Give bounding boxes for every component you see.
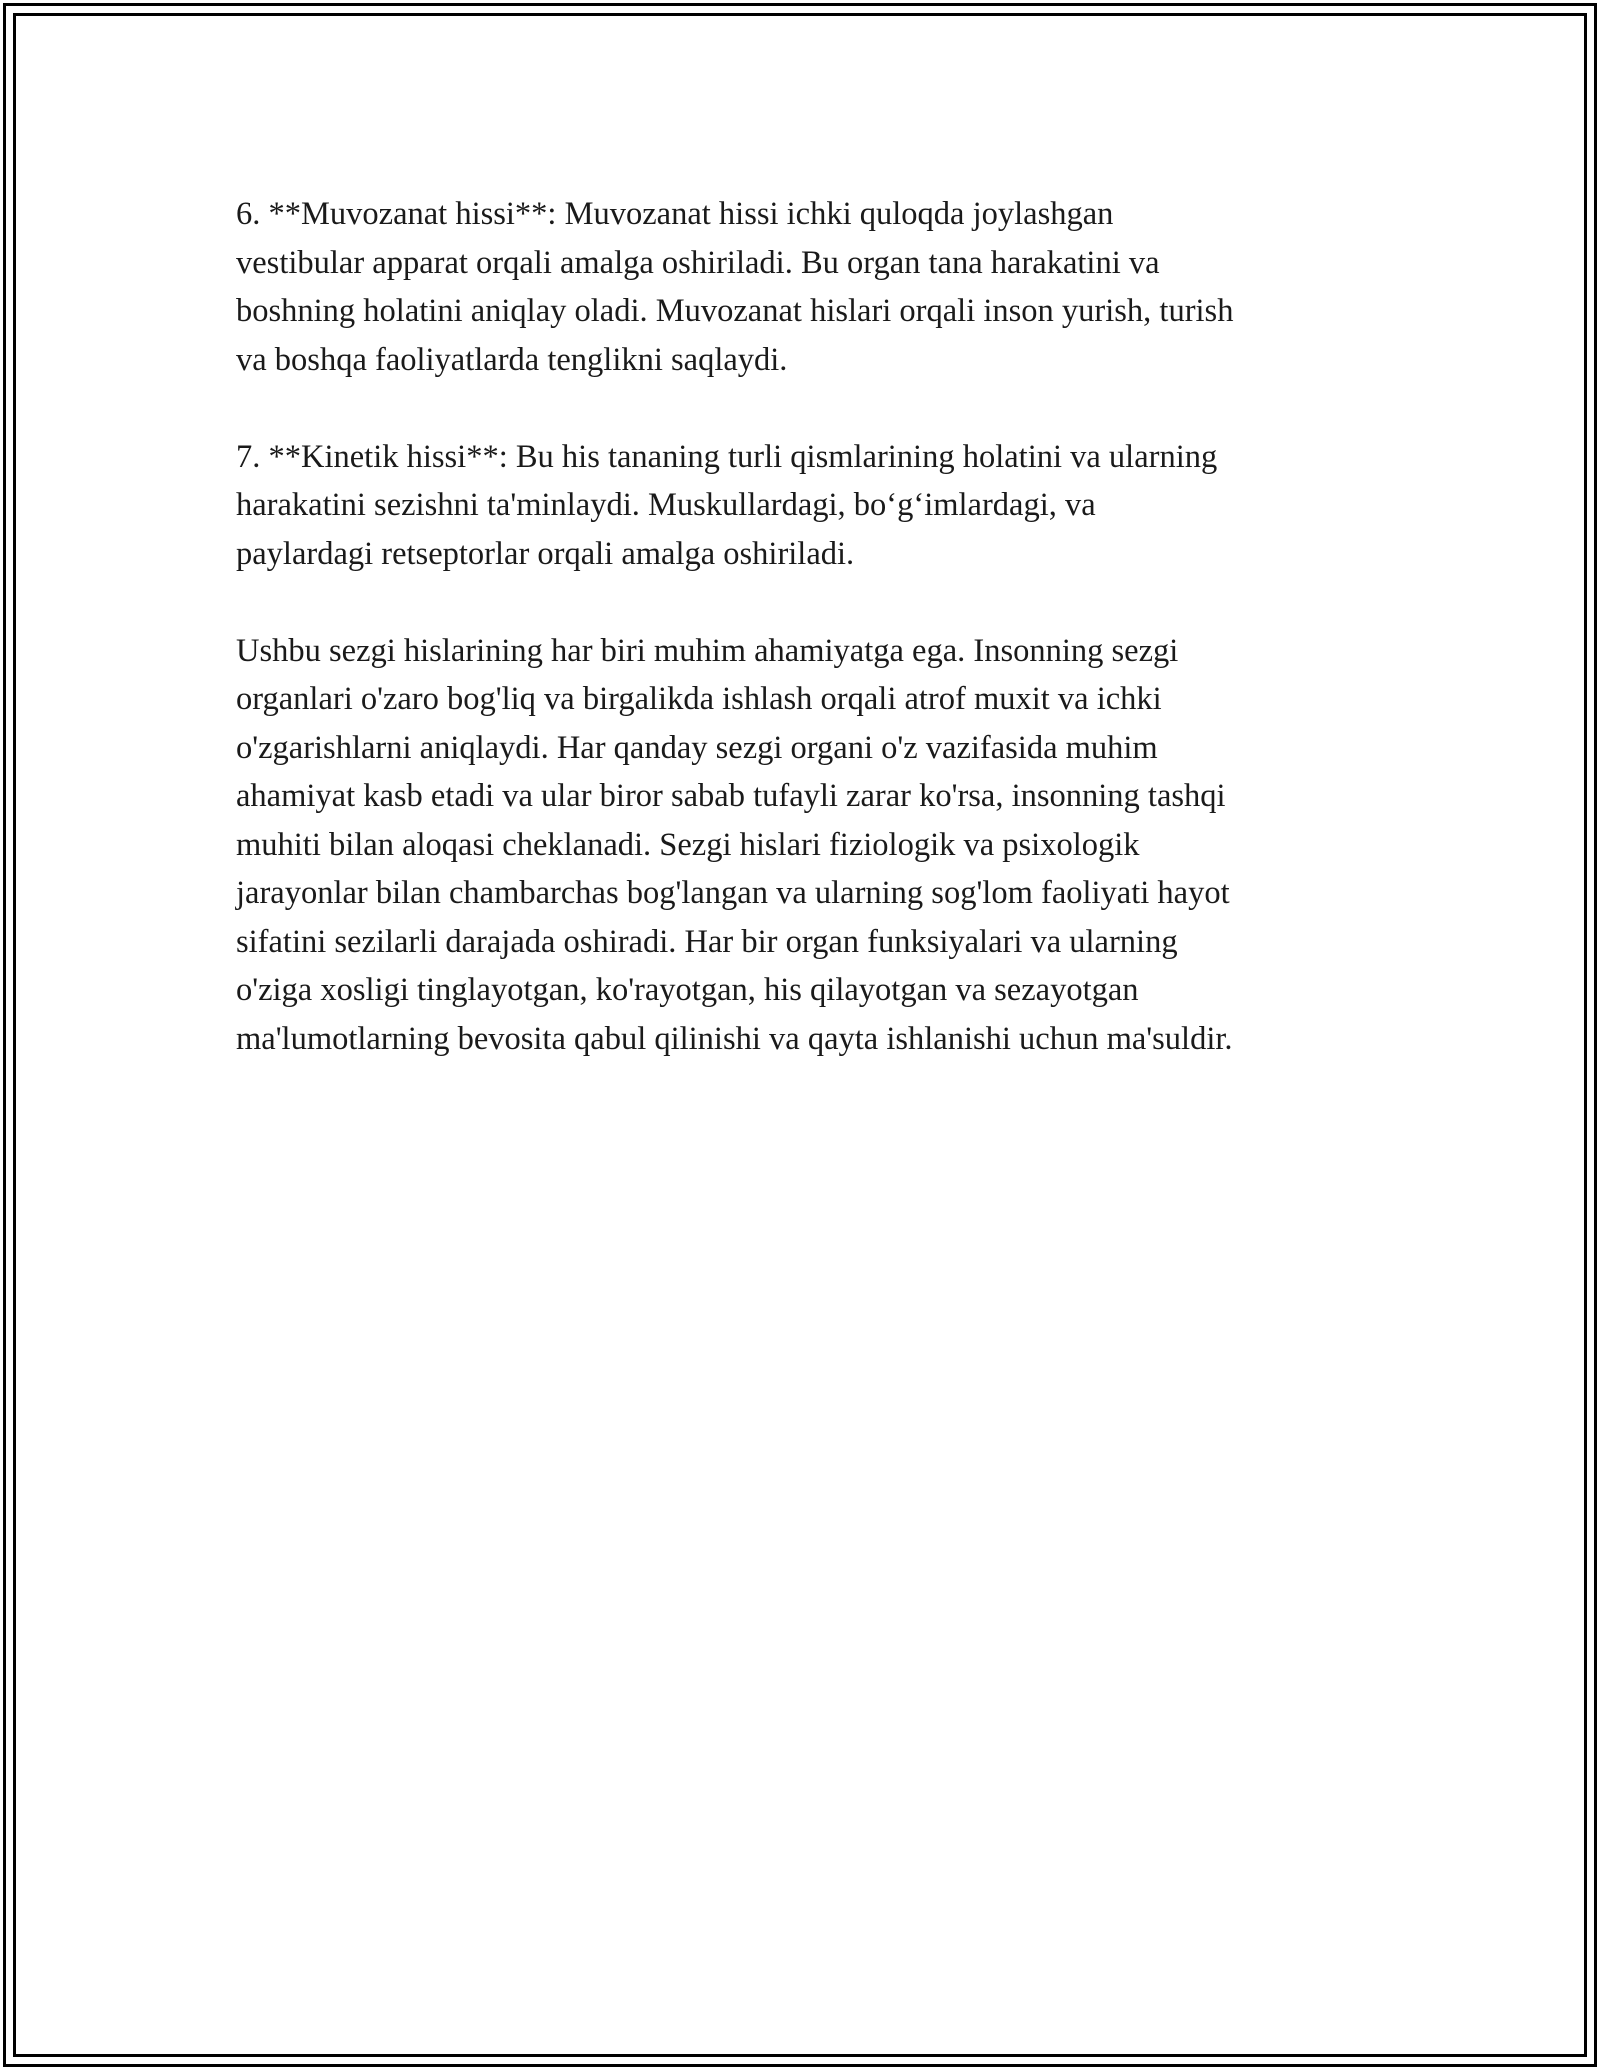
text-line: ahamiyat kasb etadi va ular biror sabab tufayli zarar ko'rsa, insonning tashqi	[236, 778, 1226, 814]
text-line: o'ziga xosligi tinglayotgan, ko'rayotgan, his qilayotgan va sezayotgan	[236, 972, 1139, 1008]
text-line: organlari o'zaro bog'liq va birgalikda ishlash orqali atrof muxit va ichki	[236, 681, 1162, 717]
text-line: ma'lumotlarning bevosita qabul qilinishi va qayta ishlanishi uchun ma'suldir.	[236, 1020, 1233, 1057]
text-line: jarayonlar bilan chambarchas bog'langan va ularning sog'lom faoliyati hayot	[236, 875, 1230, 911]
text-line: Ushbu sezgi hislarining har biri muhim ahamiyatga ega. Insonning sezgi	[236, 632, 1179, 669]
text-line: 6. **Muvozanat hissi**: Muvozanat hissi ichki quloqda joylashgan	[236, 196, 1114, 232]
paragraph-muvozanat-hissi	[236, 190, 1396, 384]
text-line: paylardagi retseptorlar orqali amalga oshiriladi.	[236, 535, 855, 572]
paragraph-kinetik-hissi	[236, 433, 1396, 579]
text-line: muhiti bilan aloqasi cheklanadi. Sezgi hislari fiziologik va psixologik	[236, 826, 1140, 863]
text-line: va boshqa faoliyatlarda tenglikni saqlaydi.	[236, 341, 788, 378]
text-line: harakatini sezishni ta'minlaydi. Muskullardagi, bo‘g‘imlardagi, va	[236, 487, 1096, 523]
text-line: boshning holatini aniqlay oladi. Muvozanat hislari orqali inson yurish, turish	[236, 293, 1234, 329]
text-line: sifatini sezilarli darajada oshiradi. Har bir organ funksiyalari va ularning	[236, 923, 1178, 960]
text-line: 7. **Kinetik hissi**: Bu his tananing turli qismlarining holatini va ularning	[236, 438, 1218, 475]
text-line: vestibular apparat orqali amalga oshiriladi. Bu organ tana harakatini va	[236, 244, 1160, 281]
document-body	[236, 190, 1396, 1112]
text-line: o'zgarishlarni aniqlaydi. Har qanday sezgi organi o'z vazifasida muhim	[236, 729, 1158, 766]
paragraph-summary	[236, 627, 1396, 1064]
